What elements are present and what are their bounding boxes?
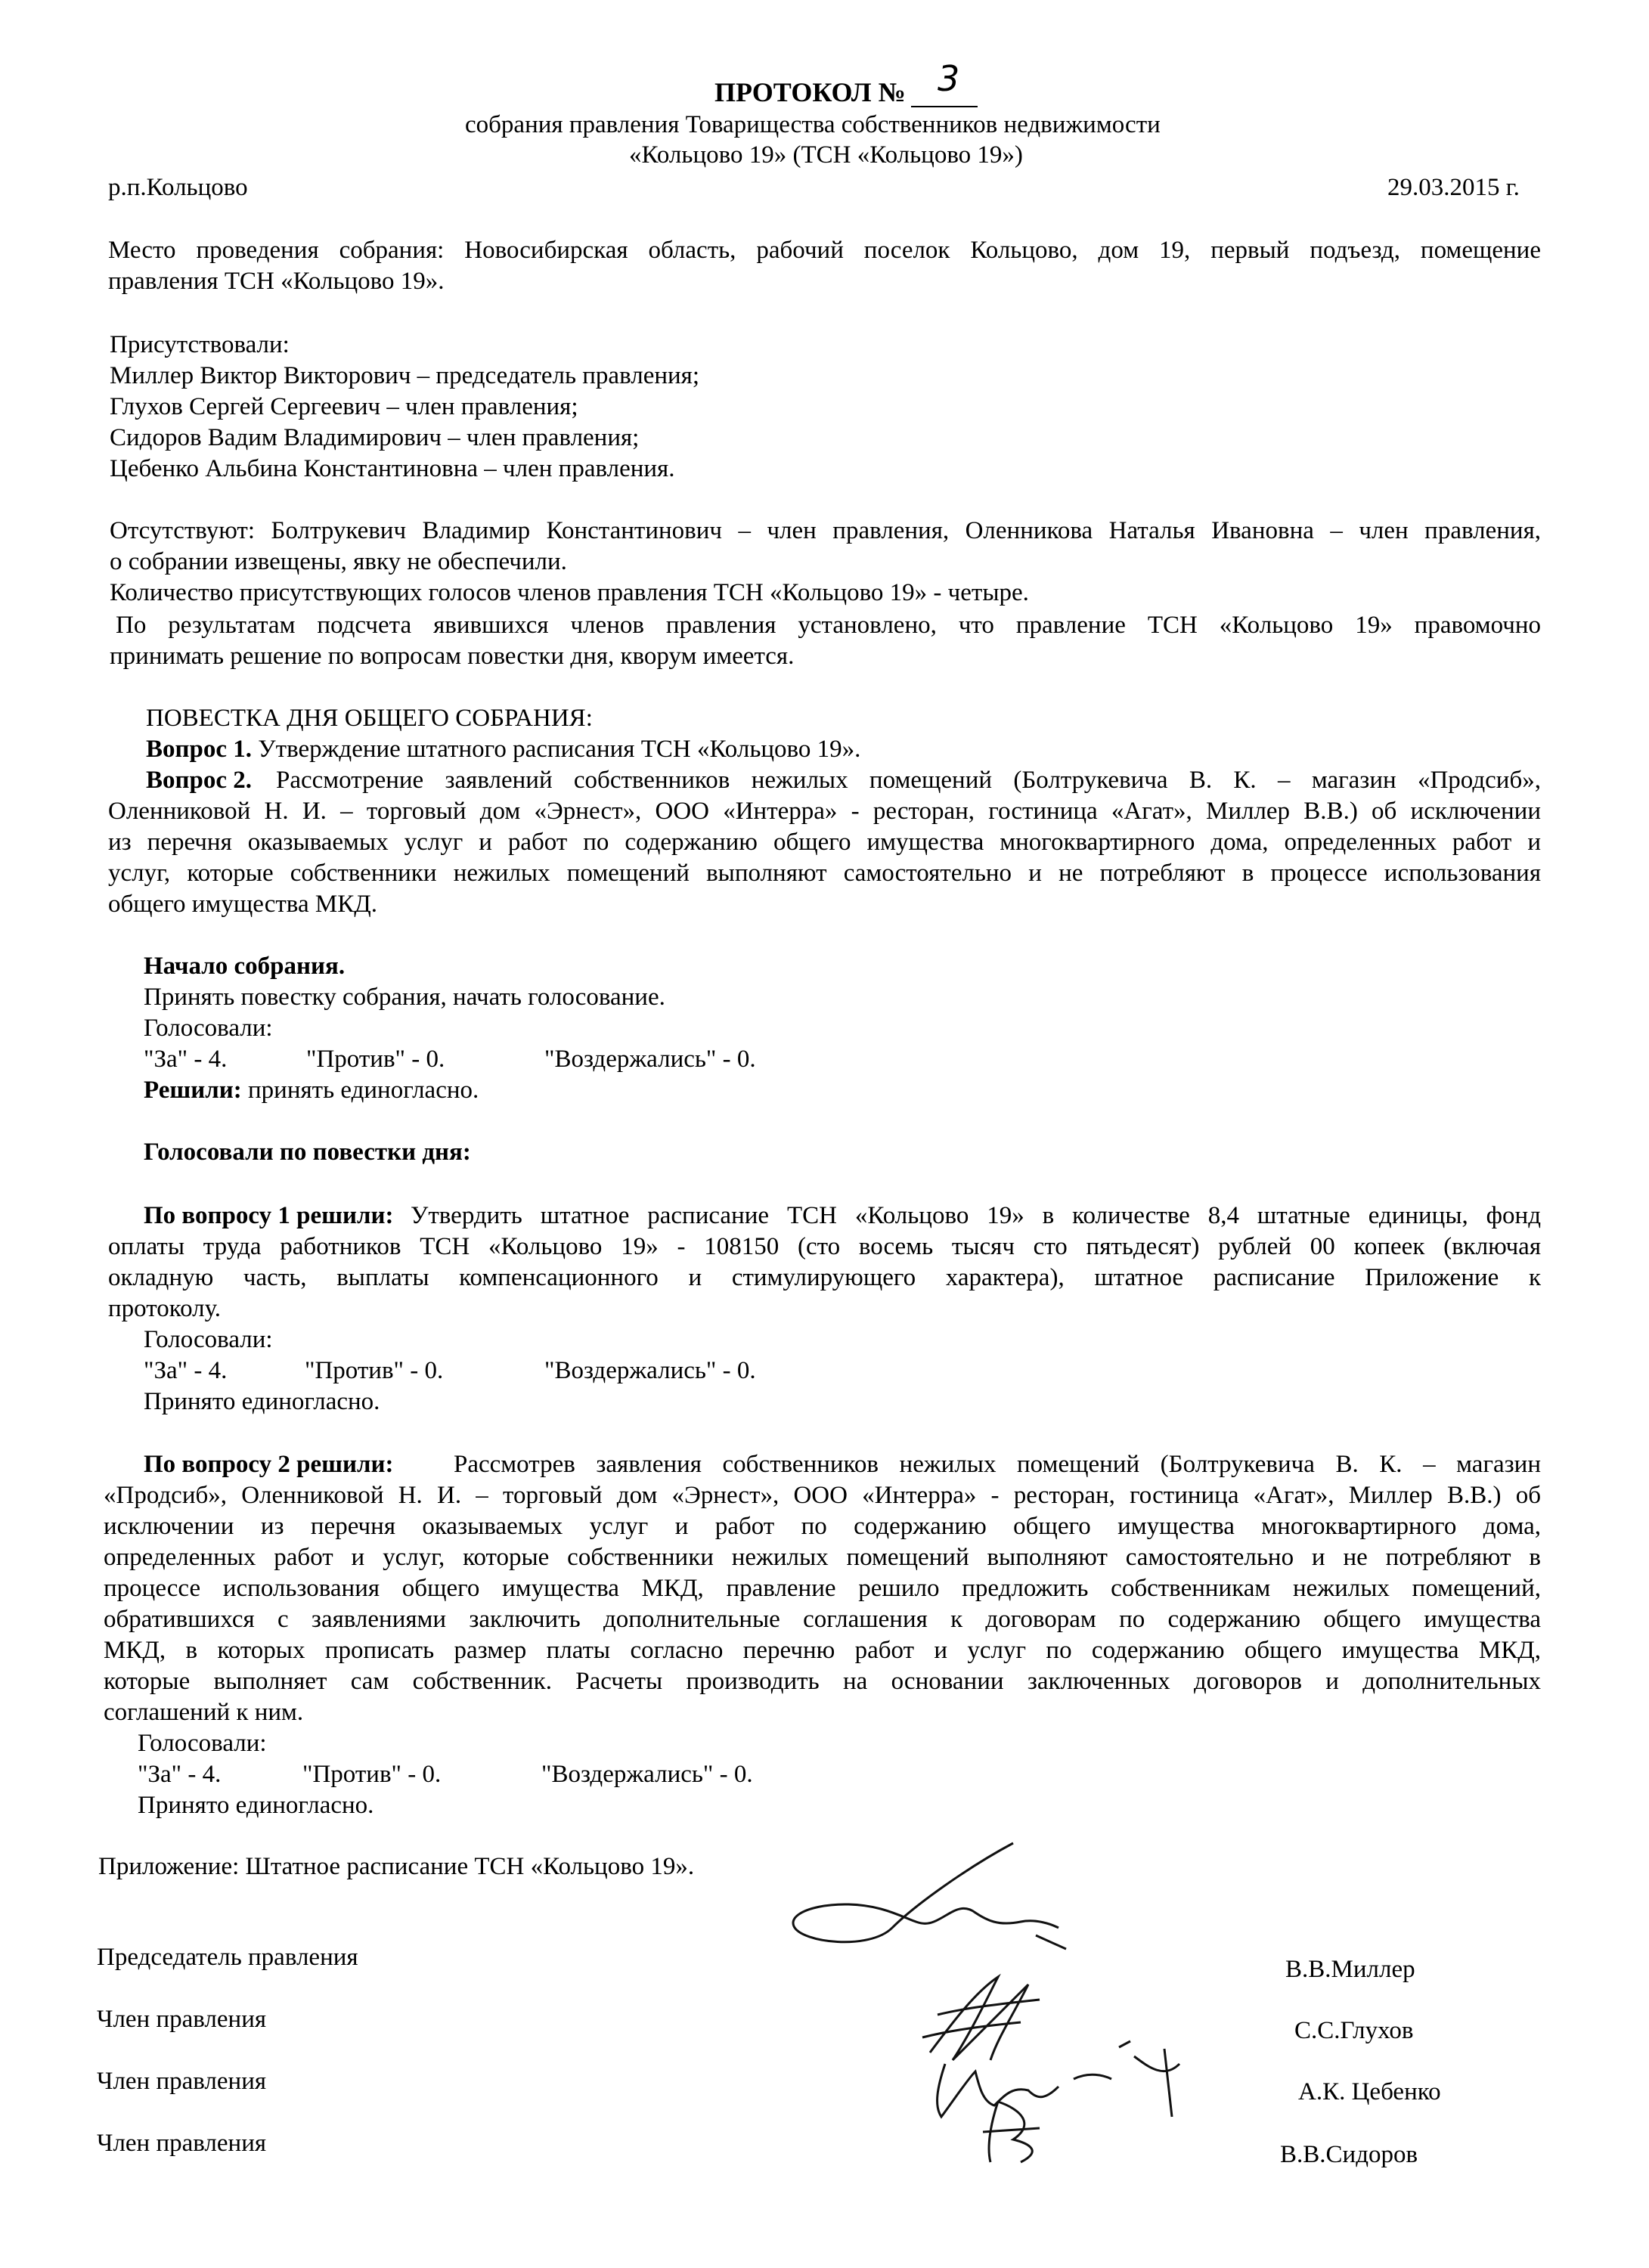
quorum-line-2: принимать решение по вопросам повестки дня, кворум имеется. [110, 643, 795, 670]
agenda-q2-line: из перечня оказываемых услуг и работ по содержанию общего имущества многоквартирного дома, определенных работ и [108, 829, 1541, 856]
attendee: Сидоров Вадим Владимирович – член правления; [110, 424, 640, 451]
agenda-q1-label: Вопрос 1. [146, 736, 253, 763]
decision2-line: определенных работ и услуг, которые собственники нежилых помещений выполняют самостоятельно и не потребляют в [104, 1544, 1541, 1571]
decision2-line: соглашений к ним. [104, 1699, 304, 1726]
attendee: Миллер Виктор Викторович – председатель правления; [110, 362, 700, 389]
decision1-label: По вопросу 1 решили: [144, 1202, 394, 1229]
protocol-title-text: ПРОТОКОЛ № [714, 77, 906, 107]
signature-role: Член правления [97, 2006, 267, 2033]
signature-name: А.К. Цебенко [1298, 2078, 1441, 2105]
decision2-line: которые выполняет сам собственник. Расчеты производить на основании заключенных договоров и дополнительных [104, 1668, 1541, 1695]
absent-line-2: о собрании извещены, явку не обеспечили. [110, 548, 567, 575]
signature-sidorov-graphic [968, 2087, 1059, 2170]
quorum-line-1: По результатам подсчета явившихся членов правления установлено, что правление ТСН «Кольцово 19» правомочно [116, 612, 1541, 639]
venue-line-2: правления ТСН «Кольцово 19». [108, 268, 445, 295]
agenda-q2-line: Рассмотрение заявлений собственников нежилых помещений (Болтрукевича В. К. – магазин «Продсиб», [276, 767, 1541, 794]
agenda-q2-line: общего имущества МКД. [108, 891, 377, 918]
agenda-q2-line: услуг, которые собственники нежилых помещений выполняют самостоятельно и не потребляют в процессе использования [108, 860, 1541, 887]
decision1-against: "Против" - 0. [305, 1357, 444, 1384]
decision1-result: Принято единогласно. [144, 1388, 380, 1415]
decision1-for: "За" - 4. [144, 1357, 228, 1384]
agenda-q1 [146, 733, 860, 766]
decision2-line: Рассмотрев заявления собственников нежилых помещений (Болтрукевича В. К. – магазин [454, 1451, 1541, 1478]
absent-line-1: Отсутствуют: Болтрукевич Владимир Константинович – член правления, Оленникова Наталья Ивановна – член правления, [110, 517, 1541, 544]
opening-abstain: "Воздержались" - 0. [544, 1046, 756, 1073]
decision2-abstain: "Воздержались" - 0. [541, 1761, 753, 1788]
signature-tsebenko-graphic [922, 2034, 1195, 2124]
signature-role: Член правления [97, 2068, 267, 2095]
appendix: Приложение: Штатное расписание ТСН «Кольцово 19». [98, 1853, 695, 1880]
opening-decided [144, 1074, 479, 1107]
decision2-line: исключении из перечня оказываемых услуг и работ по содержанию общего имущества многоквартирного дома, [104, 1513, 1541, 1540]
vote-count: Количество присутствующих голосов членов правления ТСН «Кольцово 19» - четыре. [110, 579, 1029, 606]
protocol-number: 3 [938, 58, 960, 99]
opening-text: Принять повестку собрания, начать голосование. [144, 984, 665, 1011]
decision2-line: процессе использования общего имущества МКД, правление решило предложить собственникам нежилых помещений, [104, 1575, 1541, 1602]
opening-decided-text: принять единогласно. [248, 1077, 479, 1104]
protocol-subtitle-1: собрания правления Товарищества собственников недвижимости [465, 111, 1161, 138]
opening-decided-label: Решили: [144, 1077, 242, 1104]
decision1-line: Утвердить штатное расписание ТСН «Кольцово 19» в количестве 8,4 штатные единицы, фонд [411, 1202, 1541, 1229]
decision2-for: "За" - 4. [138, 1761, 222, 1788]
agenda-q2-label: Вопрос 2. [146, 767, 253, 794]
agenda-q2-line: Оленниковой Н. И. – торговый дом «Эрнест», ООО «Интерра» - ресторан, гостиница «Агат», Миллер В.В.) об исключении [108, 798, 1541, 825]
date: 29.03.2015 г. [1387, 174, 1520, 201]
voting-heading: Голосовали по повестки дня: [144, 1139, 471, 1166]
signature-role: Председатель правления [97, 1944, 358, 1971]
protocol-title [714, 76, 906, 109]
signature-miller-graphic [786, 1837, 1089, 1958]
opening-against: "Против" - 0. [306, 1046, 445, 1073]
agenda-q1-text: Утверждение штатного расписания ТСН «Кольцово 19». [258, 736, 861, 763]
decision1-abstain: "Воздержались" - 0. [544, 1357, 756, 1384]
place: р.п.Кольцово [108, 174, 248, 201]
signature-name: В.В.Сидоров [1280, 2141, 1418, 2168]
attendance-heading: Присутствовали: [110, 331, 290, 358]
decision2-line: обратившихся с заявлениями заключить дополнительные соглашения к договорам по содержанию общего имущества [104, 1606, 1541, 1633]
attendee: Глухов Сергей Сергеевич – член правления; [110, 393, 578, 420]
decision2-voted: Голосовали: [138, 1730, 267, 1757]
opening-heading: Начало собрания. [144, 953, 346, 980]
opening-for: "За" - 4. [144, 1046, 228, 1073]
decision1-line: оплаты труда работников ТСН «Кольцово 19» - 108150 (сто восемь тысяч сто пятьдесят) рублей 00 копеек (включая [108, 1233, 1541, 1260]
signature-role: Член правления [97, 2130, 267, 2157]
venue-line-1: Место проведения собрания: Новосибирская область, рабочий поселок Кольцово, дом 19, первый подъезд, помещение [108, 237, 1541, 264]
signature-name: С.С.Глухов [1294, 2017, 1414, 2044]
protocol-subtitle-2: «Кольцово 19» (ТСН «Кольцово 19») [629, 141, 1023, 169]
signature-name: В.В.Миллер [1285, 1956, 1415, 1983]
decision1-line: протоколу. [108, 1295, 222, 1322]
opening-voted: Голосовали: [144, 1015, 273, 1042]
decision1-voted: Голосовали: [144, 1326, 273, 1353]
agenda-heading: ПОВЕСТКА ДНЯ ОБЩЕГО СОБРАНИЯ: [146, 705, 593, 732]
decision1-line: окладную часть, выплаты компенсационного и стимулирующего характера), штатное расписание Приложение к [108, 1264, 1541, 1291]
attendee: Цебенко Альбина Константиновна – член правления. [110, 455, 675, 482]
decision2-result: Принято единогласно. [138, 1792, 374, 1819]
decision2-line: «Продсиб», Оленниковой Н. И. – торговый дом «Эрнест», ООО «Интерра» - ресторан, гостиница «Агат», Миллер В.В.) об [104, 1482, 1541, 1509]
decision2-line: МКД, в которых прописать размер платы согласно перечню работ и услуг по содержанию общего имущества МКД, [104, 1637, 1541, 1664]
decision2-against: "Против" - 0. [302, 1761, 442, 1788]
decision2-label: По вопросу 2 решили: [144, 1451, 394, 1478]
